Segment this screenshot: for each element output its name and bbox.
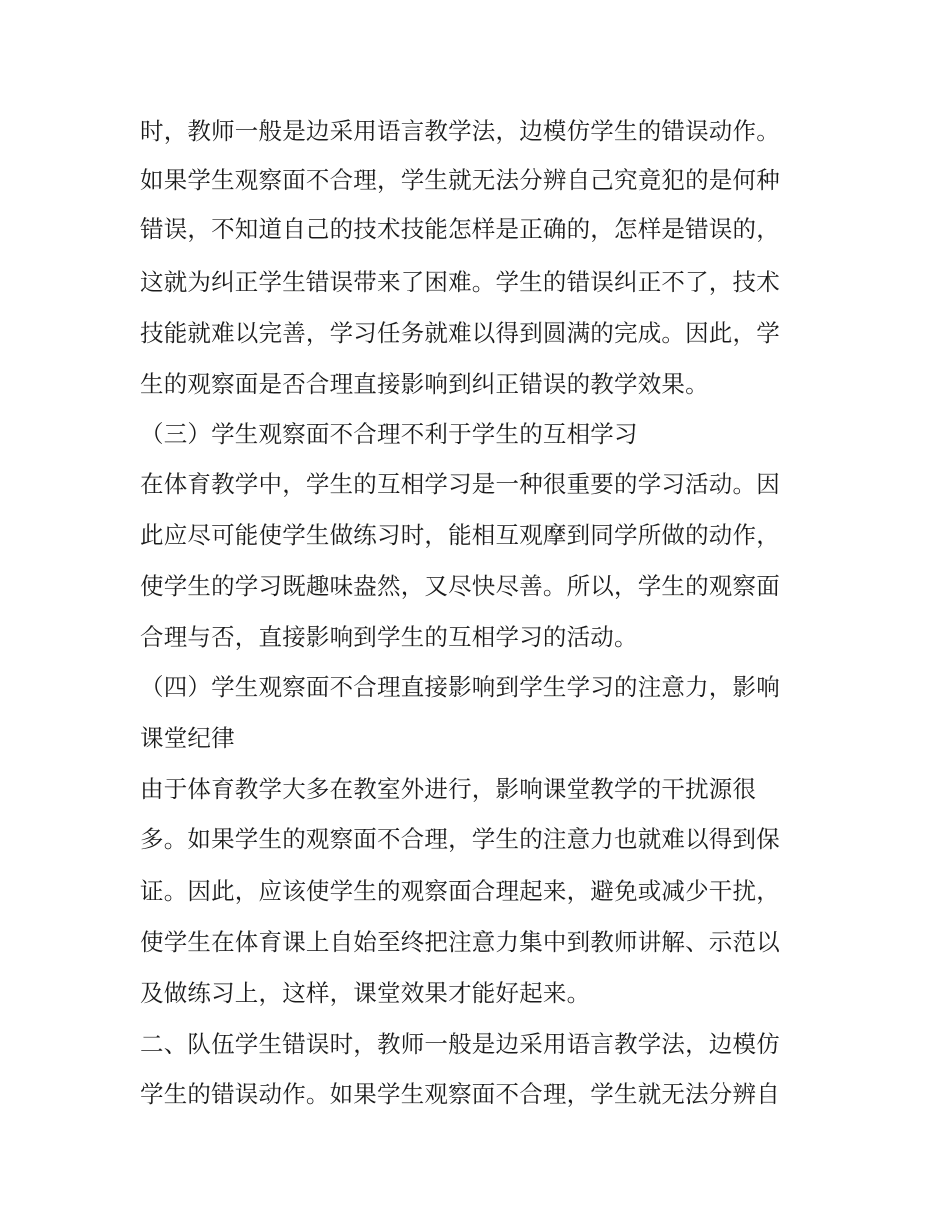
section-heading: （四）学生观察面不合理直接影响到学生学习的注意力，影响 — [140, 673, 780, 701]
text-line: 这就为纠正学生错误带来了困难。学生的错误纠正不了，技术 — [140, 268, 780, 296]
text-line: 此应尽可能使学生做练习时，能相互观摩到同学所做的动作， — [140, 521, 780, 549]
text-line: 时，教师一般是边采用语言教学法，边模仿学生的错误动作。 — [140, 117, 780, 145]
text-line: 二、队伍学生错误时，教师一般是边采用语言教学法，边模仿 — [140, 1030, 780, 1058]
text-line: 合理与否，直接影响到学生的互相学习的活动。 — [140, 623, 638, 651]
text-line: 技能就难以完善，学习任务就难以得到圆满的完成。因此，学 — [140, 319, 780, 347]
section-heading: （三）学生观察面不合理不利于学生的互相学习 — [140, 420, 638, 448]
text-line: 证。因此，应该使学生的观察面合理起来，避免或减少干扰， — [140, 877, 780, 905]
text-line: 错误，不知道自己的技术技能怎样是正确的，怎样是错误的， — [140, 215, 780, 243]
section-heading-continued: 课堂纪律 — [140, 724, 235, 752]
text-line: 使学生在体育课上自始至终把注意力集中到教师讲解、示范以 — [140, 928, 780, 956]
text-line: 由于体育教学大多在教室外进行，影响课堂教学的干扰源很 — [140, 775, 757, 803]
text-line: 使学生的学习既趣味盎然，又尽快尽善。所以，学生的观察面 — [140, 572, 780, 600]
text-line: 生的观察面是否合理直接影响到纠正错误的教学效果。 — [140, 370, 709, 398]
text-line: 如果学生观察面不合理，学生就无法分辨自己究竟犯的是何种 — [140, 166, 780, 194]
text-line: 学生的错误动作。如果学生观察面不合理，学生就无法分辨自 — [140, 1080, 780, 1108]
text-line: 多。如果学生的观察面不合理，学生的注意力也就难以得到保 — [140, 825, 780, 853]
text-line: 及做练习上，这样，课堂效果才能好起来。 — [140, 979, 591, 1007]
text-line: 在体育教学中，学生的互相学习是一种很重要的学习活动。因 — [140, 470, 780, 498]
